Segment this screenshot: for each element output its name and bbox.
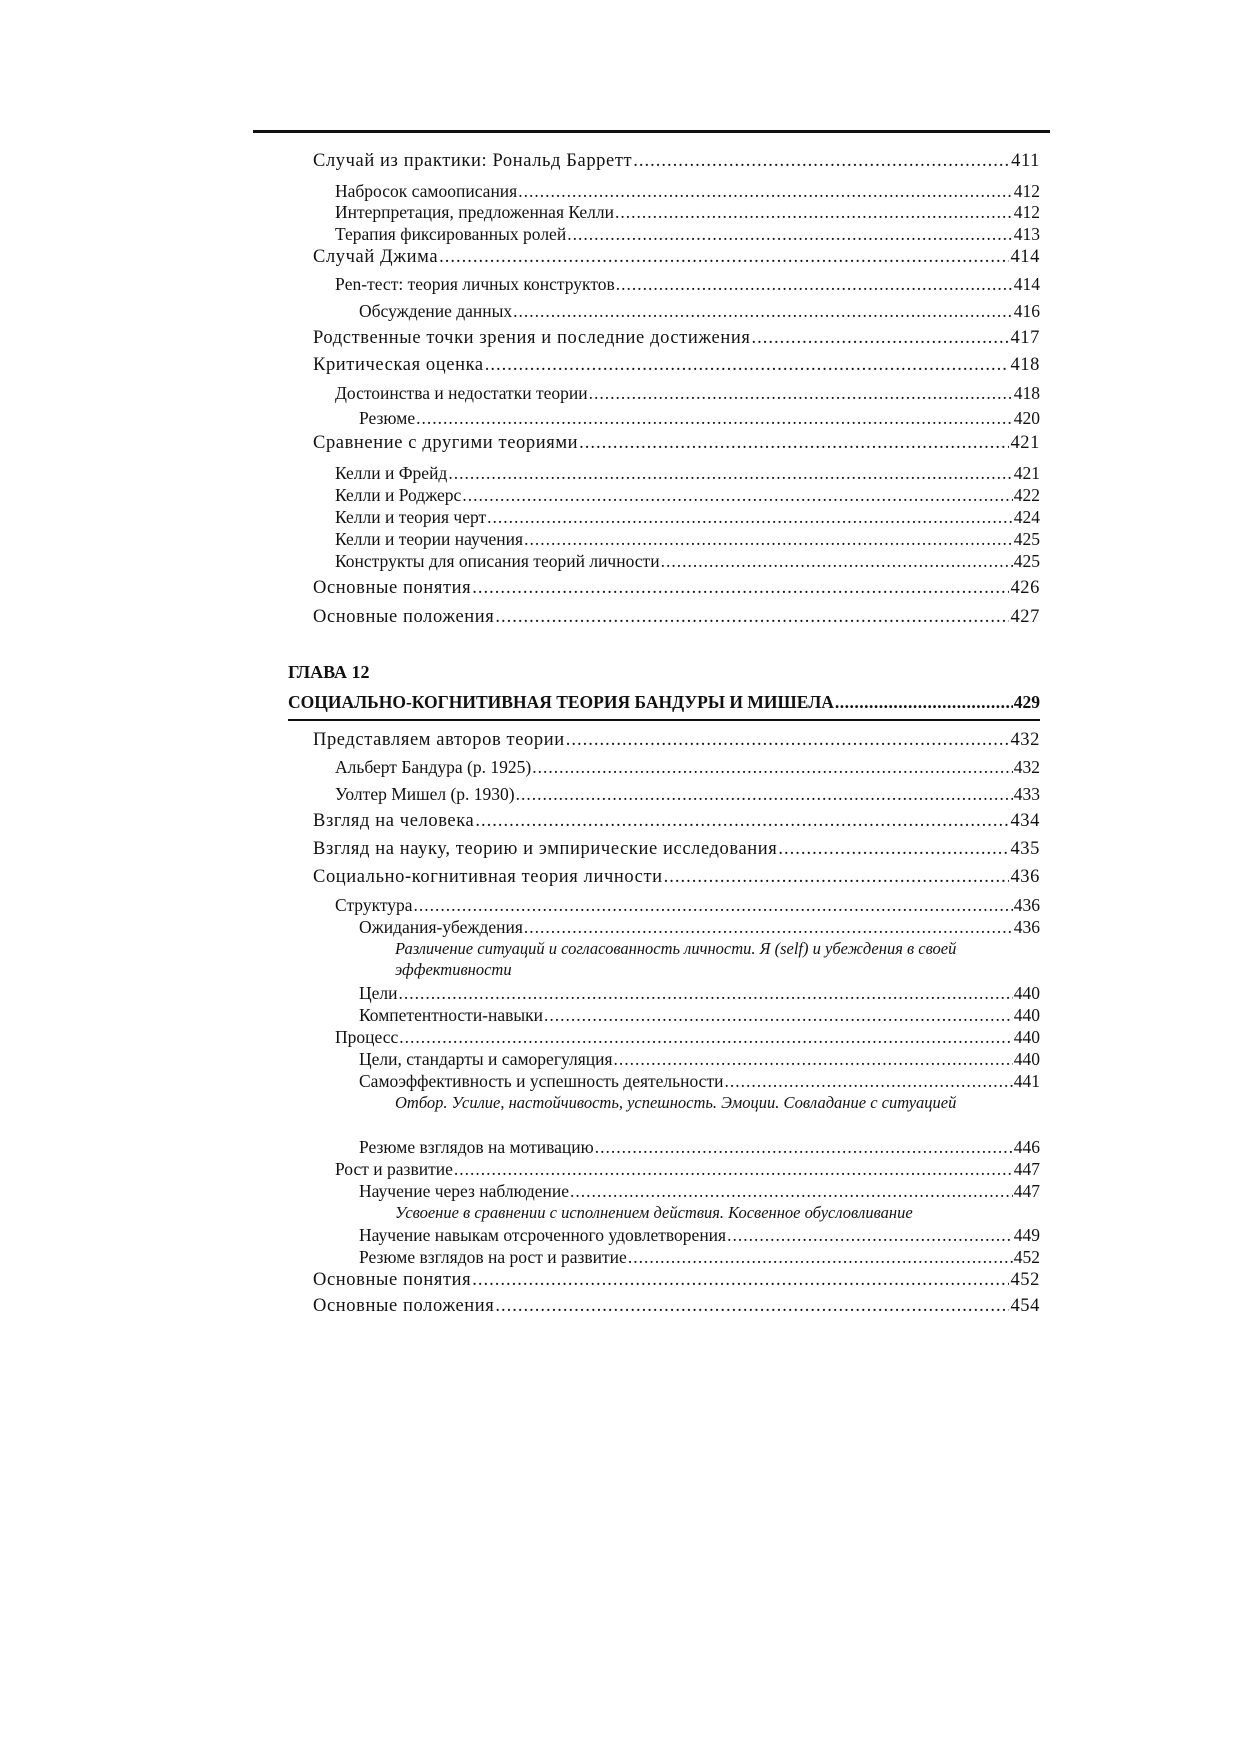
toc-entry[interactable] bbox=[313, 246, 1040, 268]
toc-entry-page: 433 bbox=[1013, 784, 1040, 804]
toc-entry-title: Цели, стандарты и саморегуляция bbox=[359, 1049, 613, 1069]
toc-entry-page: 421 bbox=[1010, 433, 1040, 453]
toc-entry-page: 418 bbox=[1013, 383, 1040, 403]
toc-entry-title: Структура bbox=[335, 895, 413, 915]
dot-leader bbox=[462, 484, 1012, 506]
dot-leader bbox=[475, 810, 1009, 832]
toc-entry-title: Основные понятия bbox=[313, 1270, 472, 1290]
toc-entry-page: 452 bbox=[1013, 1247, 1040, 1267]
dot-leader bbox=[524, 916, 1013, 938]
toc-entry-title: Основные понятия bbox=[313, 578, 472, 598]
toc-entry-page: 412 bbox=[1013, 181, 1040, 201]
toc-entry[interactable] bbox=[335, 528, 1040, 550]
toc-entry[interactable] bbox=[335, 550, 1040, 572]
dot-leader bbox=[778, 838, 1009, 860]
dot-leader bbox=[399, 1026, 1013, 1048]
chapter-title: СОЦИАЛЬНО-КОГНИТИВНАЯ ТЕОРИЯ БАНДУРЫ И МИШЕЛА bbox=[288, 692, 834, 712]
toc-entry-page: 449 bbox=[1013, 1225, 1040, 1245]
toc-entry-title: Резюме bbox=[359, 408, 416, 428]
toc-entry[interactable] bbox=[313, 729, 1040, 751]
dot-leader bbox=[567, 223, 1013, 245]
dot-leader bbox=[570, 1180, 1013, 1202]
toc-entry-title: Самоэффективность и успешность деятельности bbox=[359, 1071, 724, 1091]
toc-entry[interactable] bbox=[359, 407, 1040, 429]
toc-entry-title: Набросок самоописания bbox=[335, 181, 518, 201]
toc-entry-title: Резюме взглядов на рост и развитие bbox=[359, 1247, 627, 1267]
toc-entry[interactable] bbox=[335, 1158, 1040, 1180]
toc-entry[interactable] bbox=[335, 894, 1040, 916]
dot-leader bbox=[518, 180, 1013, 202]
toc-entry-page: 440 bbox=[1013, 983, 1040, 1003]
toc-entry[interactable] bbox=[313, 838, 1040, 860]
toc-entry-page: 413 bbox=[1013, 224, 1040, 244]
toc-entry[interactable] bbox=[335, 201, 1040, 223]
toc-entry[interactable] bbox=[359, 916, 1040, 938]
dot-leader bbox=[448, 462, 1012, 484]
toc-entry[interactable] bbox=[359, 982, 1040, 1004]
toc-entry[interactable] bbox=[335, 462, 1040, 484]
toc-entry[interactable] bbox=[359, 1004, 1040, 1026]
dot-leader bbox=[532, 756, 1013, 778]
toc-entry-page: 435 bbox=[1010, 839, 1040, 859]
toc-entry[interactable] bbox=[313, 810, 1040, 832]
toc-entry-title: Сравнение с другими теориями bbox=[313, 433, 579, 453]
toc-entry-title: Конструкты для описания теорий личности bbox=[335, 551, 660, 571]
toc-entry-title: Компетентности-навыки bbox=[359, 1005, 544, 1025]
toc-entry-title: Обсуждение данных bbox=[359, 301, 513, 321]
toc-entry-page: 441 bbox=[1013, 1071, 1040, 1091]
toc-entry-page: 426 bbox=[1010, 578, 1040, 598]
toc-entry-page: 417 bbox=[1010, 328, 1040, 348]
toc-entry-page: 447 bbox=[1013, 1181, 1040, 1201]
dot-leader bbox=[472, 577, 1009, 599]
toc-entry-title: Основные положения bbox=[313, 1296, 495, 1316]
toc-entry-title: Келли и Фрейд bbox=[335, 463, 448, 483]
dot-leader bbox=[589, 382, 1013, 404]
toc-entry-title: Интерпретация, предложенная Келли bbox=[335, 202, 614, 222]
dot-leader bbox=[628, 1246, 1013, 1268]
dot-leader bbox=[513, 300, 1013, 322]
toc-entry-page: 440 bbox=[1013, 1027, 1040, 1047]
toc-entry-title: Случай из практики: Рональд Барретт bbox=[313, 151, 633, 171]
toc-entry[interactable] bbox=[313, 577, 1040, 599]
dot-leader bbox=[414, 894, 1013, 916]
dot-leader bbox=[724, 1070, 1012, 1092]
toc-entry[interactable] bbox=[335, 484, 1040, 506]
toc-entry[interactable] bbox=[335, 783, 1040, 805]
toc-entry-title: Взгляд на человека bbox=[313, 811, 475, 831]
dot-leader bbox=[579, 432, 1009, 454]
dot-leader bbox=[487, 506, 1013, 528]
dot-leader bbox=[614, 1048, 1013, 1070]
dot-leader bbox=[661, 550, 1013, 572]
toc-entry-title: Альберт Бандура (р. 1925) bbox=[335, 757, 532, 777]
toc-entry-title: Процесс bbox=[335, 1027, 399, 1047]
dot-leader bbox=[566, 729, 1010, 751]
toc-entry-page: 436 bbox=[1013, 917, 1040, 937]
toc-entry[interactable] bbox=[335, 273, 1040, 295]
toc-entry[interactable] bbox=[335, 180, 1040, 202]
toc-entry[interactable] bbox=[313, 1295, 1040, 1317]
toc-subtopics-note: Усвоение в сравнении с исполнением действия. Косвенное обусловливание bbox=[395, 1203, 913, 1222]
toc-entry-title: Научение через наблюдение bbox=[359, 1181, 569, 1201]
header-rule bbox=[253, 130, 1050, 133]
toc-entry-page: 424 bbox=[1013, 507, 1040, 527]
toc-entry-title: Случай Джима bbox=[313, 247, 439, 267]
toc-entry[interactable] bbox=[359, 1224, 1040, 1246]
toc-entry-title: Рост и развитие bbox=[335, 1159, 453, 1179]
chapter-label: ГЛАВА 12 bbox=[288, 662, 370, 682]
toc-entry-page: 422 bbox=[1013, 485, 1040, 505]
toc-entry[interactable] bbox=[359, 1180, 1040, 1202]
toc-entry-title: Келли и Роджерс bbox=[335, 485, 462, 505]
dot-leader bbox=[454, 1158, 1013, 1180]
toc-entry-title: Келли и теория черт bbox=[335, 507, 487, 527]
toc-entry-title: Основные положения bbox=[313, 607, 495, 627]
chapter-page: 429 bbox=[1013, 692, 1040, 712]
dot-leader bbox=[751, 327, 1009, 349]
toc-entry-page: 440 bbox=[1013, 1049, 1040, 1069]
toc-entry-title: Резюме взглядов на мотивацию bbox=[359, 1137, 594, 1157]
toc-entry[interactable] bbox=[359, 1070, 1040, 1092]
toc-entry-page: 446 bbox=[1013, 1137, 1040, 1157]
dot-leader bbox=[616, 273, 1013, 295]
toc-entry[interactable] bbox=[335, 1026, 1040, 1048]
toc-entry-page: 425 bbox=[1013, 529, 1040, 549]
dot-leader bbox=[524, 528, 1013, 550]
dot-leader bbox=[633, 150, 1010, 172]
chapter-title-entry[interactable] bbox=[288, 692, 1040, 713]
dot-leader bbox=[495, 1295, 1009, 1317]
toc-entry-title: Научение навыкам отсроченного удовлетворения bbox=[359, 1225, 727, 1245]
toc-entry[interactable] bbox=[359, 1246, 1040, 1268]
toc-entry-page: 421 bbox=[1013, 463, 1040, 483]
toc-entry-page: 440 bbox=[1013, 1005, 1040, 1025]
toc-entry-page: 436 bbox=[1010, 867, 1040, 887]
toc-entry-title: Pen-тест: теория личных конструктов bbox=[335, 274, 615, 294]
dot-leader bbox=[485, 354, 1010, 376]
toc-entry-page: 416 bbox=[1013, 301, 1040, 321]
toc-entry[interactable] bbox=[359, 1048, 1040, 1070]
dot-leader bbox=[416, 407, 1013, 429]
toc-entry-page: 412 bbox=[1013, 202, 1040, 222]
toc-entry[interactable] bbox=[313, 327, 1040, 349]
toc-entry-title: Критическая оценка bbox=[313, 355, 484, 375]
toc-entry-page: 436 bbox=[1013, 895, 1040, 915]
dot-leader bbox=[399, 982, 1013, 1004]
toc-entry-page: 414 bbox=[1013, 274, 1040, 294]
toc-entry[interactable] bbox=[313, 1269, 1040, 1291]
toc-entry[interactable] bbox=[359, 1136, 1040, 1158]
dot-leader bbox=[664, 866, 1010, 888]
toc-entry-page: 425 bbox=[1013, 551, 1040, 571]
toc-entry-page: 427 bbox=[1010, 607, 1040, 627]
toc-entry-title: Социально-когнитивная теория личности bbox=[313, 867, 663, 887]
toc-entry[interactable] bbox=[359, 300, 1040, 322]
toc-entry-title: Ожидания-убеждения bbox=[359, 917, 523, 937]
toc-entry-title: Взгляд на науку, теорию и эмпирические исследования bbox=[313, 839, 778, 859]
dot-leader bbox=[544, 1004, 1013, 1026]
toc-entry-page: 420 bbox=[1013, 408, 1040, 428]
dot-leader bbox=[472, 1269, 1009, 1291]
toc-entry-page: 434 bbox=[1010, 811, 1040, 831]
dot-leader bbox=[595, 1136, 1013, 1158]
toc-entry-page: 432 bbox=[1013, 757, 1040, 777]
toc-entry-title: Цели bbox=[359, 983, 398, 1003]
toc-entry-title: Келли и теории научения bbox=[335, 529, 524, 549]
toc-entry-page: 418 bbox=[1010, 355, 1040, 375]
dot-leader bbox=[439, 246, 1009, 268]
toc-entry[interactable] bbox=[313, 432, 1040, 454]
toc-subtopics-note: Отбор. Усилие, настойчивость, успешность. Эмоции. Совладание с ситуацией bbox=[395, 1093, 957, 1112]
toc-entry-title: Родственные точки зрения и последние достижения bbox=[313, 328, 751, 348]
chapter-rule bbox=[288, 719, 1040, 721]
toc-entry-page: 454 bbox=[1010, 1296, 1040, 1316]
toc-entry-page: 411 bbox=[1011, 151, 1040, 171]
toc-entry-title: Уолтер Мишел (р. 1930) bbox=[335, 784, 515, 804]
dot-leader bbox=[516, 783, 1013, 805]
toc-entry-page: 452 bbox=[1010, 1270, 1040, 1290]
toc-entry[interactable] bbox=[313, 150, 1040, 172]
toc-entry[interactable] bbox=[335, 756, 1040, 778]
toc-entry-title: Представляем авторов теории bbox=[313, 730, 565, 750]
toc-entry[interactable] bbox=[313, 606, 1040, 628]
dot-leader bbox=[495, 606, 1009, 628]
toc-subtopics-note: Различение ситуаций и согласованность личности. Я (self) и убеждения в своей эффективности bbox=[395, 939, 957, 979]
toc-entry-page: 447 bbox=[1013, 1159, 1040, 1179]
toc-entry[interactable] bbox=[313, 354, 1040, 376]
toc-entry-page: 432 bbox=[1010, 730, 1040, 750]
dot-leader bbox=[835, 692, 1013, 713]
toc-entry-title: Терапия фиксированных ролей bbox=[335, 224, 567, 244]
dot-leader bbox=[615, 201, 1013, 223]
toc-entry[interactable] bbox=[335, 506, 1040, 528]
dot-leader bbox=[727, 1224, 1013, 1246]
toc-entry-title: Достоинства и недостатки теории bbox=[335, 383, 588, 403]
toc-entry[interactable] bbox=[313, 866, 1040, 888]
toc-entry[interactable] bbox=[335, 382, 1040, 404]
toc-entry[interactable] bbox=[335, 223, 1040, 245]
toc-entry-page: 414 bbox=[1010, 247, 1040, 267]
